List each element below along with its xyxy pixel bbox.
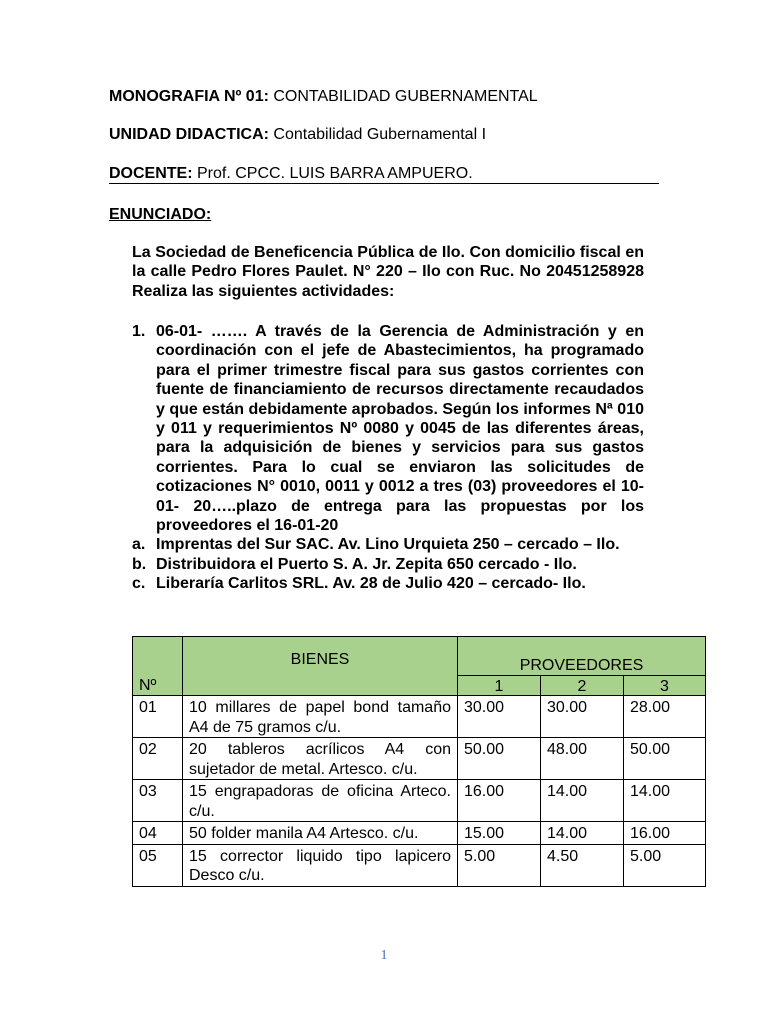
supplier-text: Liberaría Carlitos SRL. Av. 28 de Julio 420 – cercado- Ilo. [156,575,586,593]
supplier-marker: c. [132,575,146,593]
monografia-label: MONOGRAFIA Nº 01: [109,88,269,105]
row-no: 03 [133,780,183,822]
row-price-3: 5.00 [624,844,706,886]
row-no: 05 [133,844,183,886]
unidad-label: UNIDAD DIDACTICA: [109,126,269,143]
docente-line [109,164,473,184]
table-row [133,844,706,886]
supplier-item [132,555,644,574]
header-prov-3: 3 [624,676,706,696]
row-price-3: 14.00 [624,780,706,822]
header-prov-2: 2 [541,676,624,696]
row-price-2: 14.00 [541,780,624,822]
quotation-table [132,636,706,887]
row-price-3: 28.00 [624,696,706,738]
unidad-value: Contabilidad Gubernamental I [268,126,487,143]
row-price-1: 30.00 [458,696,541,738]
page-number: 1 [380,948,388,963]
row-desc: 15 engrapadoras de oficina Arteco. c/u. [183,780,458,822]
supplier-marker: b. [132,555,147,573]
intro-paragraph: La Sociedad de Beneficencia Pública de Ilo. Con domicilio fiscal en la calle Pedro Flores Paulet. N° 220 – Ilo con Ruc. No 20451258928 Realiza las siguientes actividades: [132,244,644,300]
enunciado-heading: ENUNCIADO: [109,206,212,223]
header-no: Nº [133,637,183,696]
activity-list [132,322,644,594]
row-price-3: 16.00 [624,822,706,845]
row-price-2: 30.00 [541,696,624,738]
header-proveedores: PROVEEDORES [458,637,706,676]
header-prov-1: 1 [458,676,541,696]
row-no: 01 [133,696,183,738]
item-text: 06-01- ……. A través de la Gerencia de Administración y en coordinación con el jefe de Abastecimientos, ha programado para el primer trimestre fiscal para sus gastos corrientes con fuente de financiamiento de recursos directamente recaudados y que están debidamente aprobados. Según los informes Nª 010 y 011 y requerimientos Nº 0080 y 0045 de las diferentes áreas, para la adquisición de bienes y servicios para sus gastos corrientes. Para lo cual se enviaron las solicitudes de cotizaciones N° 0010, 0011 y 0012 a tres (03) proveedores el 10- 01- 20…..plazo de entrega para las propuestas por los proveedores el 16-01-20 [156,323,644,535]
supplier-item [132,535,644,554]
monografia-value: CONTABILIDAD GUBERNAMENTAL [268,88,538,105]
table-row [133,780,706,822]
row-no: 02 [133,738,183,780]
docente-value: Prof. CPCC. LUIS BARRA AMPUERO. [192,165,473,182]
row-price-1: 15.00 [458,822,541,845]
row-price-3: 50.00 [624,738,706,780]
row-desc: 50 folder manila A4 Artesco. c/u. [183,822,458,845]
supplier-text: Imprentas del Sur SAC. Av. Lino Urquieta 250 – cercado – Ilo. [156,536,620,554]
table-row [133,738,706,780]
header-bienes: BIENES [183,637,458,696]
table-row [133,696,706,738]
unidad-line [109,125,486,145]
row-price-2: 4.50 [541,844,624,886]
row-price-1: 5.00 [458,844,541,886]
row-desc: 15 corrector liquido tipo lapicero Desco c/u. [183,844,458,886]
row-no: 04 [133,822,183,845]
row-price-1: 16.00 [458,780,541,822]
supplier-marker: a. [132,536,146,554]
row-desc: 10 millares de papel bond tamaño A4 de 75 gramos c/u. [183,696,458,738]
docente-underline [109,183,659,184]
table-row [133,822,706,845]
row-price-1: 50.00 [458,738,541,780]
supplier-item [132,574,644,593]
row-desc: 20 tableros acrílicos A4 con sujetador de metal. Artesco. c/u. [183,738,458,780]
row-price-2: 14.00 [541,822,624,845]
row-price-2: 48.00 [541,738,624,780]
numbered-item [132,322,644,535]
item-marker: 1. [132,323,146,340]
docente-label: DOCENTE: [109,165,193,182]
table-header-row [133,637,706,676]
monografia-line [109,87,538,107]
supplier-text: Distribuidora el Puerto S. A. Jr. Zepita 650 cercado - Ilo. [156,555,577,573]
